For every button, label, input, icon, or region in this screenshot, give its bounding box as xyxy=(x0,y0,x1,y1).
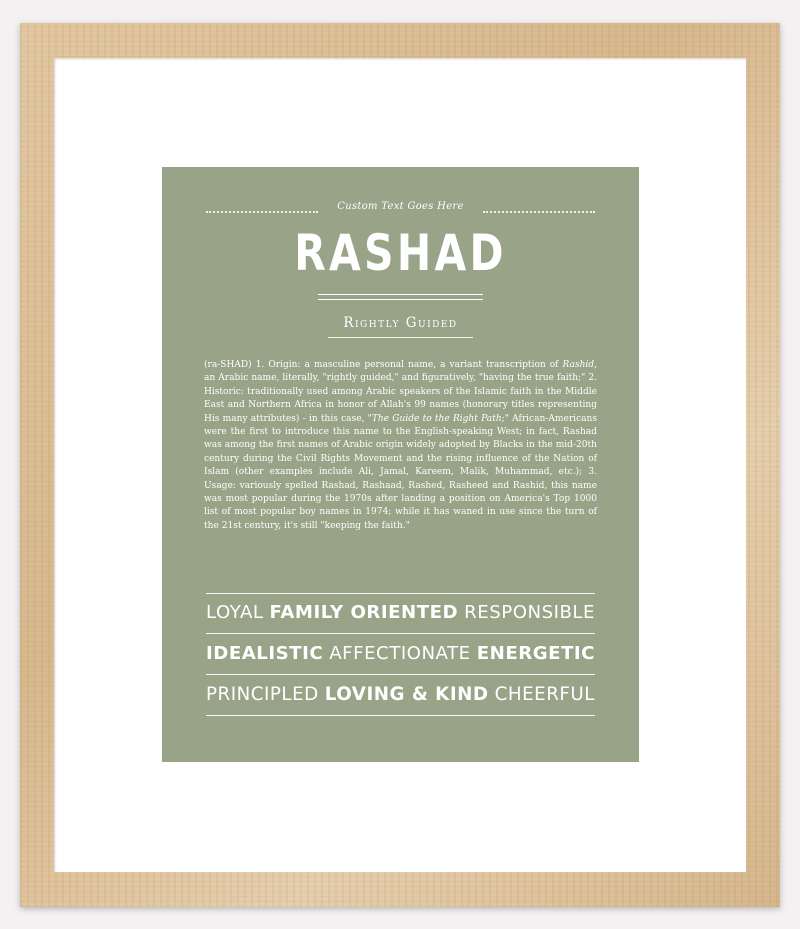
description-text: , an Arabic name, literally, "rightly guided," and figuratively, "having the true faith;" 2. Historic: traditionally used among Arabic speakers of the Islamic faith in the Middle East and Northern Africa in honor of Allah's 99 names (honorary titles representing His many attributes) - in this case, " xyxy=(204,360,597,424)
trait-word: PRINCIPLED xyxy=(206,683,319,705)
trait-separator xyxy=(206,633,595,634)
white-mat xyxy=(54,58,746,872)
name-meaning: Rightly Guided xyxy=(343,315,458,331)
meaning-underline xyxy=(328,337,473,338)
trait-word: LOYAL xyxy=(206,601,264,623)
name-underline-1 xyxy=(318,294,483,295)
trait-word: FAMILY ORIENTED xyxy=(269,601,459,623)
trait-word: AFFECTIONATE xyxy=(329,642,471,664)
trait-separator xyxy=(206,674,595,675)
name-print xyxy=(162,167,639,762)
name-title: RASHAD xyxy=(294,224,507,282)
trait-word: RESPONSIBLE xyxy=(464,601,595,623)
trait-separator-bottom xyxy=(206,715,595,716)
description-text: ;" African-Americans were the first to introduce this name to the English-speaking West; in fact, Rashad was among the first names of Arabic origin widely adopted by Blacks in the mid-20th century during the Civil Rights Movement and the rising influence of the Nation of Islam (other examples include Ali, Jamal, Kareem, Malik, Muhammad, etc.); 3. Usage: variously spelled Rashad, Rashaad, Rashed, Rasheed and Rashid, this name was most popular during the 1970s after landing a position on America's Top 1000 list of most popular boy names in 1974; while it has waned in use since the turn of the 21st century, it's still "keeping the faith." xyxy=(204,413,598,531)
trait-separator-top xyxy=(206,593,595,594)
description-text: (ra-SHAD) 1. Origin: a masculine personal name, a variant transcription of xyxy=(204,360,563,370)
name-underline-2 xyxy=(318,299,483,300)
trait-word: IDEALISTIC xyxy=(206,642,324,664)
description-italic: Rashid xyxy=(562,360,595,370)
trait-word: CHEERFUL xyxy=(494,683,595,705)
description-italic: The Guide to the Right Path xyxy=(371,413,502,424)
trait-word: ENERGETIC xyxy=(476,642,595,664)
trait-row xyxy=(206,636,595,670)
custom-text: Custom Text Goes Here xyxy=(337,201,464,212)
trait-row xyxy=(206,677,595,711)
trait-row xyxy=(206,595,595,629)
name-description xyxy=(204,359,597,533)
trait-word: LOVING & KIND xyxy=(324,683,489,705)
picture-frame xyxy=(20,23,780,907)
